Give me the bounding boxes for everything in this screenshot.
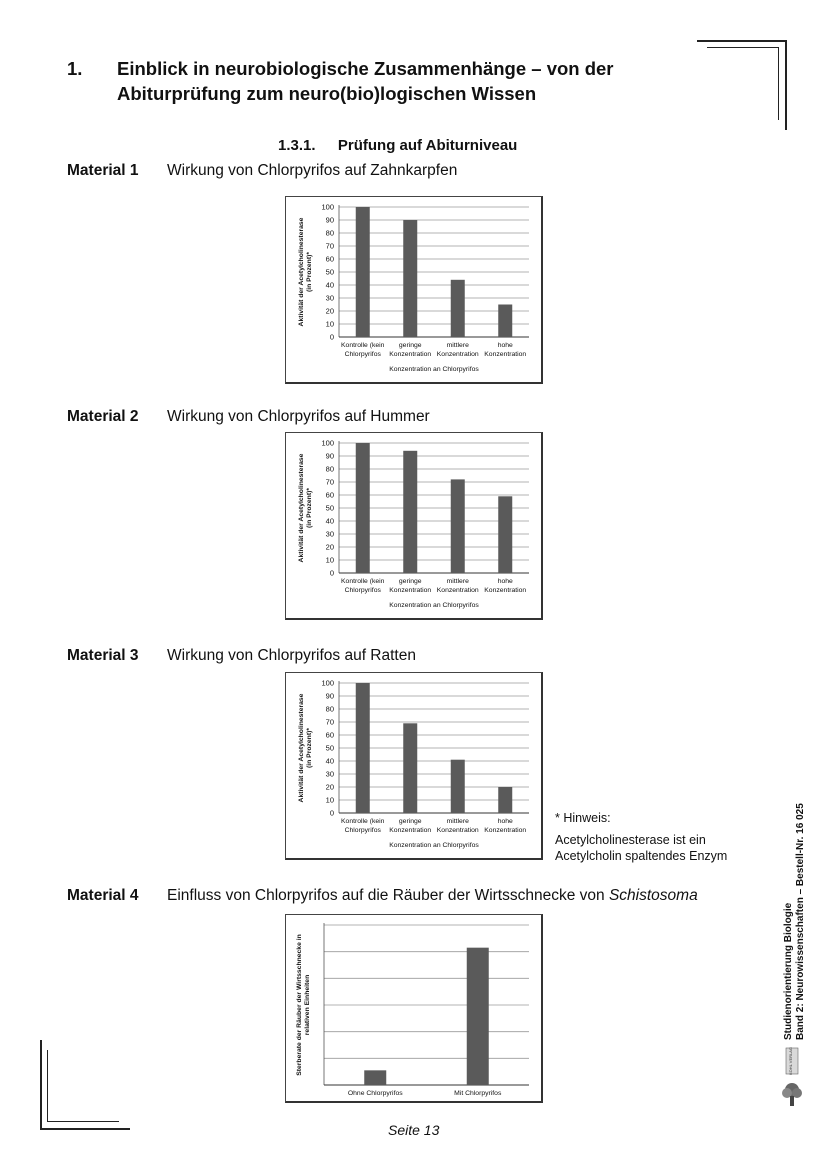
chart-1 [286, 197, 541, 382]
footnote [555, 810, 727, 864]
y-tick-label: 60 [325, 490, 334, 500]
corner-bottom-left-h2 [47, 1121, 119, 1122]
material-1-label: Material 1 [67, 162, 139, 179]
y-tick-label: 70 [325, 477, 334, 487]
corner-top-right-v2 [778, 47, 779, 120]
y-tick-label: 20 [325, 306, 334, 316]
y-tick-label: 80 [325, 704, 334, 714]
sidebar-line2: Band 2: Neurowissenschaften – Bestell-Nr. 16 025 [795, 803, 806, 1040]
y-tick-label: 10 [325, 795, 334, 805]
x-tick-label: geringe [398, 578, 422, 585]
corner-top-right-h2 [707, 47, 779, 48]
chart-2 [286, 433, 541, 618]
footnote-line2: Acetylcholin spaltendes Enzym [555, 849, 728, 863]
x-tick-label: hohe [497, 342, 513, 349]
material-1-title: Wirkung von Chlorpyrifos auf Zahnkarpfen [167, 162, 458, 179]
sidebar-line1: Studienorientierung Biologie [783, 902, 794, 1040]
y-axis-label: (in Prozent)* [306, 487, 313, 529]
corner-bottom-left-v1 [40, 1040, 42, 1130]
x-axis-label: Konzentration an Chlorpyrifos [389, 602, 479, 609]
y-tick-label: 10 [325, 555, 334, 565]
y-axis-label: (in Prozent)* [306, 251, 313, 293]
y-tick-label: 0 [329, 568, 334, 578]
chapter-title [117, 56, 697, 106]
chart-4-frame [285, 914, 543, 1103]
y-tick-label: 40 [325, 756, 334, 766]
section-title: Prüfung auf Abiturniveau [337, 137, 518, 154]
bar [498, 496, 512, 573]
x-tick-label: geringe [398, 342, 422, 349]
section-heading [278, 137, 517, 154]
y-tick-label: 100 [321, 438, 334, 448]
y-tick-label: 100 [321, 202, 334, 212]
y-tick-label: 50 [325, 743, 334, 753]
bar [467, 948, 489, 1085]
material-3-label: Material 3 [67, 647, 139, 664]
y-tick-label: 40 [325, 280, 334, 290]
y-tick-label: 30 [325, 293, 334, 303]
material-4-label: Material 4 [67, 887, 139, 904]
chart-4 [286, 915, 541, 1101]
y-axis-label: (in Prozent)* [306, 727, 313, 769]
material-2-label: Material 2 [67, 408, 139, 425]
y-tick-label: 80 [325, 464, 334, 474]
y-axis-label: Aktivität der Acetylcholinesterase [298, 453, 305, 563]
x-tick-label: mittlere [446, 342, 469, 349]
bar [403, 451, 417, 573]
section-number: 1.3.1. [278, 137, 316, 154]
logo-lettering: KOHL VERLAG [788, 1046, 793, 1076]
x-tick-label: Ohne Chlorpyrifos [347, 1090, 403, 1097]
y-axis-label: Sterberate der Räuber der Wirtsschnecke in [296, 934, 303, 1076]
y-tick-label: 70 [325, 717, 334, 727]
chapter-title-line2: Abiturprüfung zum neuro(bio)logischen Wissen [117, 83, 537, 104]
y-axis-label: Aktivität der Acetylcholinesterase [298, 693, 305, 803]
footnote-line1: Acetylcholinesterase ist ein [555, 833, 706, 847]
y-tick-label: 0 [329, 332, 334, 342]
y-tick-label: 90 [325, 451, 334, 461]
material-4-title-main: Einfluss von Chlorpyrifos auf die Räuber der Wirtsschnecke von [167, 887, 609, 904]
sidebar-series [783, 790, 807, 1040]
x-tick-label: Chlorpyrifos [344, 587, 381, 594]
bar [498, 305, 512, 338]
y-tick-label: 60 [325, 730, 334, 740]
y-tick-label: 80 [325, 228, 334, 238]
y-axis-label: relativen Einheiten [304, 974, 311, 1036]
x-tick-label: Konzentration [389, 587, 432, 594]
y-tick-label: 50 [325, 503, 334, 513]
y-tick-label: 30 [325, 529, 334, 539]
x-tick-label: Konzentration [484, 587, 527, 594]
page-number: Seite 13 [388, 1122, 440, 1138]
corner-top-right-v1 [785, 40, 787, 130]
y-tick-label: 40 [325, 516, 334, 526]
x-tick-label: mittlere [446, 818, 469, 825]
y-tick-label: 0 [329, 808, 334, 818]
material-4-title [167, 887, 698, 905]
x-tick-label: Kontrolle (kein [341, 342, 385, 349]
material-4-title-italic: Schistosoma [608, 887, 698, 904]
x-tick-label: Chlorpyrifos [344, 827, 381, 834]
x-tick-label: Mit Chlorpyrifos [454, 1090, 502, 1097]
y-axis-label: Aktivität der Acetylcholinesterase [298, 217, 305, 327]
y-tick-label: 50 [325, 267, 334, 277]
x-tick-label: Konzentration [484, 827, 527, 834]
y-tick-label: 10 [325, 319, 334, 329]
corner-bottom-left-h1 [40, 1128, 130, 1130]
chapter-number: 1. [67, 58, 83, 79]
chart-3-frame [285, 672, 543, 860]
y-tick-label: 100 [321, 678, 334, 688]
x-tick-label: Konzentration [484, 351, 527, 358]
y-tick-label: 20 [325, 782, 334, 792]
x-tick-label: Konzentration [436, 827, 479, 834]
x-tick-label: Konzentration [389, 351, 432, 358]
y-tick-label: 20 [325, 542, 334, 552]
x-tick-label: geringe [398, 818, 422, 825]
bar [356, 207, 370, 337]
x-axis-label: Konzentration an Chlorpyrifos [389, 842, 479, 849]
x-tick-label: Konzentration [389, 827, 432, 834]
y-tick-label: 30 [325, 769, 334, 779]
chart-1-frame [285, 196, 543, 384]
bar [403, 723, 417, 813]
material-2-title: Wirkung von Chlorpyrifos auf Hummer [167, 408, 430, 425]
publisher-logo [778, 1046, 804, 1110]
bar [451, 280, 465, 337]
x-tick-label: Konzentration [436, 587, 479, 594]
corner-bottom-left-v2 [47, 1050, 48, 1122]
bar [451, 479, 465, 573]
bar [356, 443, 370, 573]
x-tick-label: hohe [497, 818, 513, 825]
bar [498, 787, 512, 813]
x-tick-label: Kontrolle (kein [341, 818, 385, 825]
y-tick-label: 70 [325, 241, 334, 251]
footnote-heading: * Hinweis: [555, 811, 611, 825]
x-tick-label: Konzentration [436, 351, 479, 358]
y-tick-label: 60 [325, 254, 334, 264]
chapter-title-line1: Einblick in neurobiologische Zusammenhänge – von der [117, 58, 614, 79]
x-axis-label: Konzentration an Chlorpyrifos [389, 366, 479, 373]
material-3-title: Wirkung von Chlorpyrifos auf Ratten [167, 647, 416, 664]
y-tick-label: 90 [325, 215, 334, 225]
bar [403, 220, 417, 337]
bar [364, 1070, 386, 1085]
bar [451, 760, 465, 813]
x-tick-label: mittlere [446, 578, 469, 585]
bar [356, 683, 370, 813]
corner-top-right-h1 [697, 40, 787, 42]
x-tick-label: hohe [497, 578, 513, 585]
x-tick-label: Kontrolle (kein [341, 578, 385, 585]
chart-3 [286, 673, 541, 858]
x-tick-label: Chlorpyrifos [344, 351, 381, 358]
chart-2-frame [285, 432, 543, 620]
y-tick-label: 90 [325, 691, 334, 701]
tree-logo-icon [778, 1046, 804, 1110]
